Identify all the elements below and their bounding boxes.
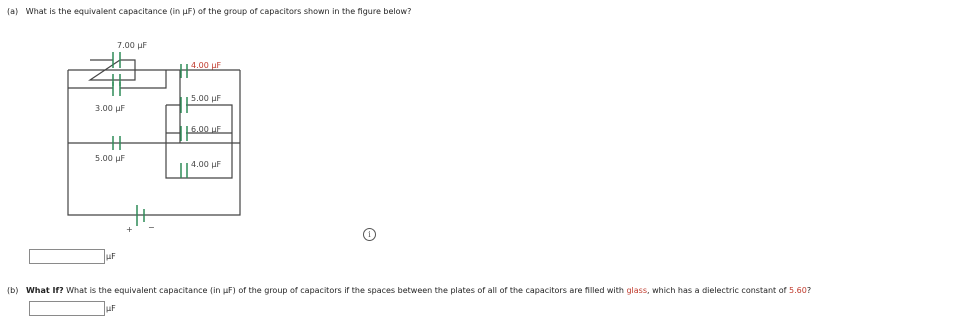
part-b-material: glass xyxy=(626,286,647,295)
part-b-text-2: , which has a dielectric constant of xyxy=(647,286,789,295)
part-b-answer-input[interactable] xyxy=(29,301,105,316)
part-a-unit: µF xyxy=(106,252,116,261)
circuit-wires xyxy=(68,60,240,215)
label-c6: 6.00 µF xyxy=(191,125,222,134)
capacitor-plates xyxy=(113,52,187,226)
part-b-unit: µF xyxy=(106,304,116,313)
info-icon[interactable] xyxy=(363,228,376,241)
label-c7: 7.00 µF xyxy=(117,41,148,50)
part-a-prefix: (a) xyxy=(7,7,19,16)
label-c5-right: 5.00 µF xyxy=(191,94,222,103)
battery-minus-label: − xyxy=(148,223,155,232)
part-b-text-1: What is the equivalent capacitance (in µF) of the group of capacitors if the spaces between the plates of all of the capacitors are filled with xyxy=(63,286,627,295)
part-a-answer-input[interactable] xyxy=(29,249,105,264)
part-b-question xyxy=(7,286,811,295)
battery-plus-label: + xyxy=(126,225,133,234)
part-b-bold: What If? xyxy=(25,286,64,295)
part-b-text-3: ? xyxy=(806,286,812,295)
label-c5-left: 5.00 µF xyxy=(95,154,126,163)
label-c3: 3.00 µF xyxy=(95,104,126,113)
part-b-constant: 5.60 xyxy=(789,286,807,295)
info-icon-glyph: i xyxy=(368,230,371,239)
part-a-text: What is the equivalent capacitance (in µF) of the group of capacitors shown in the figure below? xyxy=(25,7,412,16)
label-c4-top: 4.00 µF xyxy=(191,61,222,70)
label-c4-bottom: 4.00 µF xyxy=(191,160,222,169)
part-b-prefix: (b) xyxy=(7,286,19,295)
